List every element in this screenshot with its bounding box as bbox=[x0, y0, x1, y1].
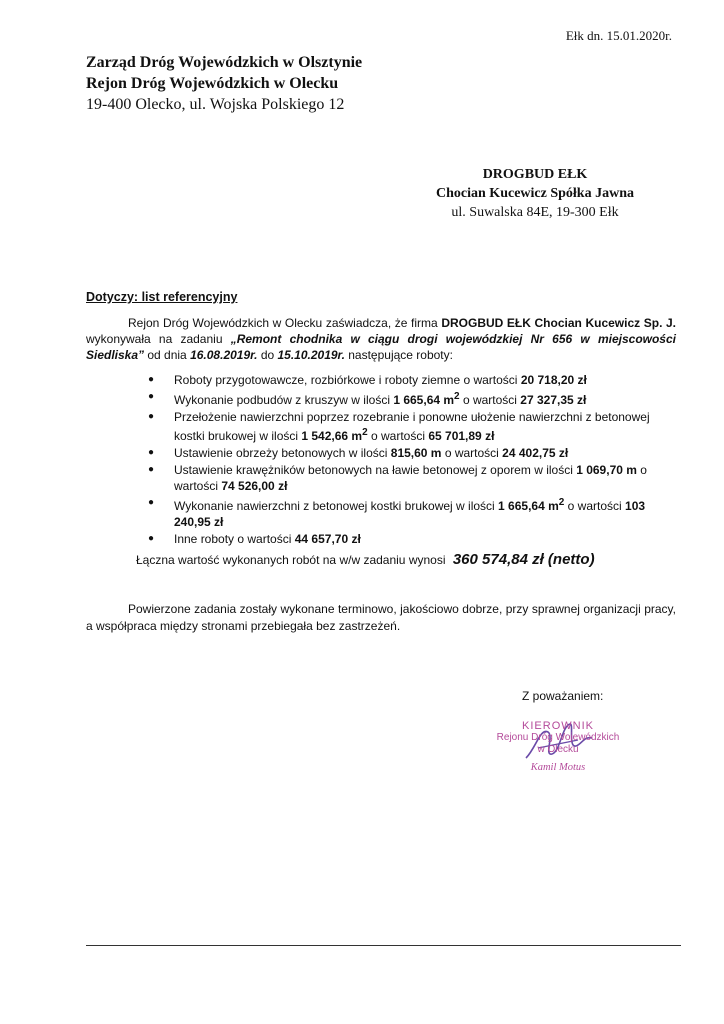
intro-text-5: następujące roboty: bbox=[344, 348, 453, 362]
intro-text-4: do bbox=[257, 348, 278, 362]
intro-paragraph bbox=[86, 315, 676, 363]
recipient-line2: Chocian Kucewicz Spółka Jawna bbox=[436, 186, 634, 201]
regards-text: Z poważaniem: bbox=[522, 689, 604, 703]
list-item: ● Wykonanie podbudów z kruszyw w ilości 1 665,64 $m^2$ o wartości 27 327,35 zł bbox=[148, 391, 587, 407]
intro-task: „Remont chodnika w ciągu drogi wojewódzkiej Nr 656 w miejscowości Siedliska” bbox=[86, 332, 676, 362]
document-date: Ełk dn. 15.01.2020r. bbox=[565, 28, 672, 43]
bullet-icon: ● bbox=[148, 464, 155, 475]
list-item: ● Ustawienie krawężników betonowych na ławie betonowej z oporem w ilości 1 069,70 m o wartości 74 526,00 zł bbox=[148, 463, 647, 493]
intro-text-1: Rejon Dróg Wojewódzkich w Olecku zaświadcza, że firma bbox=[128, 316, 442, 330]
intro-date-to: 15.10.2019r. bbox=[277, 348, 345, 362]
intro-company: DROGBUD EŁK Chocian Kucewicz Sp. J. bbox=[441, 316, 676, 330]
bullet-icon: ● bbox=[148, 391, 155, 402]
list-item: ● Ustawienie obrzeży betonowych w ilości 815,60 m o wartości 24 402,75 zł bbox=[148, 446, 569, 460]
sender-line1: Zarząd Dróg Wojewódzkich w Olsztynie bbox=[86, 54, 363, 71]
sender-line2: Rejon Dróg Wojewódzkich w Olecku bbox=[86, 75, 339, 92]
intro-text-3: od dnia bbox=[144, 348, 191, 362]
sender-block bbox=[86, 52, 362, 115]
sender-address: 19-400 Olecko, ul. Wojska Polskiego 12 bbox=[86, 96, 345, 113]
intro-date-from: 16.08.2019r. bbox=[190, 348, 258, 362]
stamp-line1: KIEROWNIK bbox=[522, 720, 594, 732]
bullet-icon: ● bbox=[148, 374, 155, 385]
bullet-icon: ● bbox=[148, 533, 155, 544]
recipient-block bbox=[420, 165, 650, 222]
intro-text-2: wykonywała na zadaniu bbox=[86, 332, 231, 346]
official-stamp bbox=[478, 720, 638, 774]
total-value: 360 574,84 zł (netto) bbox=[452, 551, 595, 568]
bullet-icon: ● bbox=[148, 497, 155, 508]
total-label: Łączna wartość wykonanych robót na w/w zadaniu wynosi bbox=[136, 553, 446, 567]
works-list bbox=[140, 372, 680, 548]
footer-divider bbox=[86, 945, 681, 946]
list-item: ● Przełożenie nawierzchni poprzez rozebranie i ponowne ułożenie nawierzchni z betonowej kostki brukowej w ilości 1 542,66 $m^2$ o wartości 65 701,89 zł bbox=[148, 410, 650, 443]
recipient-address: ul. Suwalska 84E, 19-300 Ełk bbox=[451, 205, 619, 220]
total-line bbox=[136, 551, 595, 568]
stamp-name: Kamil Motus bbox=[530, 762, 586, 773]
stamp-line3: w Olecku bbox=[537, 744, 579, 755]
closing-paragraph: Powierzone zadania zostały wykonane terminowo, jakościowo dobrze, przy sprawnej organizacji pracy, a współpraca między stronami przebiegała bez zastrzeżeń. bbox=[86, 602, 676, 633]
recipient-line1: DROGBUD EŁK bbox=[482, 167, 588, 182]
list-item: ● Roboty przygotowawcze, rozbiórkowe i roboty ziemne o wartości 20 718,20 zł bbox=[148, 373, 587, 387]
bullet-icon: ● bbox=[148, 411, 155, 422]
list-item: ● Inne roboty o wartości 44 657,70 zł bbox=[148, 532, 361, 546]
bullet-icon: ● bbox=[148, 447, 155, 458]
list-item: ● Wykonanie nawierzchni z betonowej kostki brukowej w ilości 1 665,64 $m^2$ o wartości 103 240,95 zł bbox=[148, 497, 646, 529]
stamp-line2: Rejonu Dróg Wojewódzkich bbox=[496, 732, 620, 743]
subject-line: Dotyczy: list referencyjny bbox=[86, 290, 238, 304]
